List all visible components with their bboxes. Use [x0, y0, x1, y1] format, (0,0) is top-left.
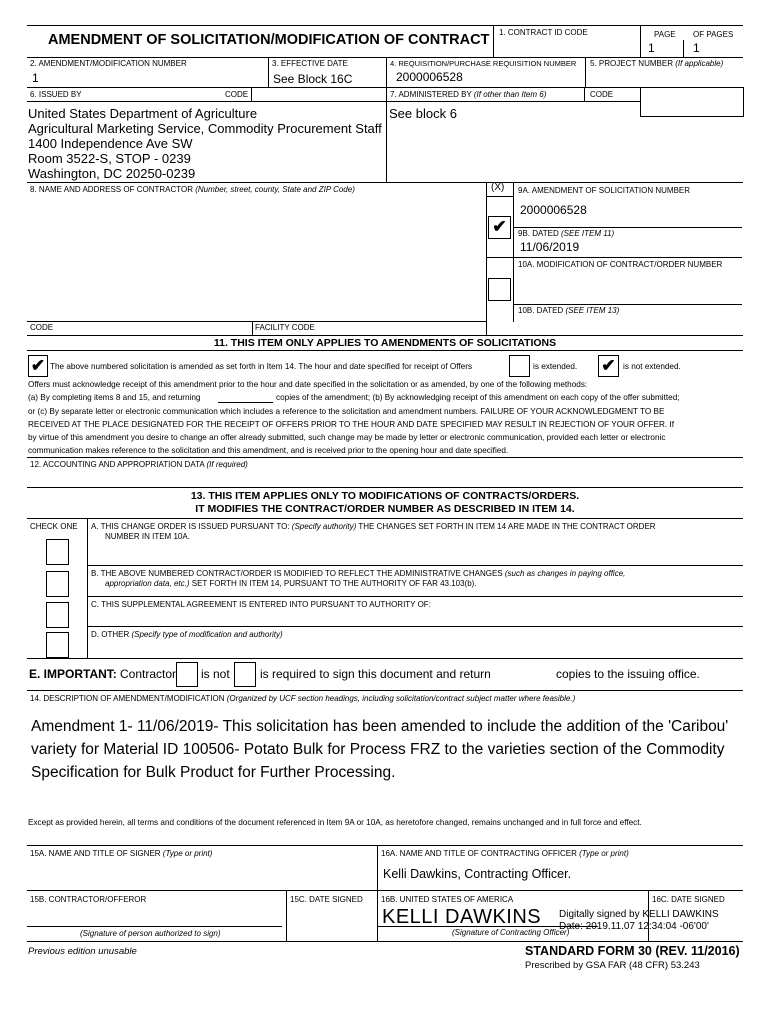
officer-name-value: Kelli Dawkins, Contracting Officer. [383, 867, 572, 881]
item-11-line-6: communication makes reference to the solicitation and this amendment, and is received prior to the opening hour and date specified. [28, 446, 509, 455]
form-number: STANDARD FORM 30 (REV. 11/2016) [525, 944, 740, 958]
amendment-number-label: 2. AMENDMENT/MODIFICATION NUMBER [30, 59, 187, 68]
important-is-not: is not [201, 667, 230, 681]
accounting-label: 12. ACCOUNTING AND APPROPRIATION DATA (If required) [30, 460, 248, 469]
item-13b-line-2: appropriation data, etc.) SET FORTH IN ITEM 14, PURSUANT TO THE AUTHORITY OF FAR 43.103(b). [105, 579, 477, 588]
item-11-line-5: by virtue of this amendment you desire to change an offer already submitted, such change may be made by letter or electronic communication, provided each letter or electronic [28, 433, 666, 442]
of-pages-label: OF PAGES [693, 30, 734, 39]
dated-9b-value: 11/06/2019 [520, 240, 580, 254]
contractor-code-label: CODE [30, 323, 54, 332]
effective-date-label: 3. EFFECTIVE DATE [272, 59, 348, 68]
is-extended-label: is extended. [533, 362, 578, 371]
date-signed-15c-label: 15C. DATE SIGNED [290, 895, 363, 904]
admin-code-label: CODE [590, 90, 614, 99]
item-11-line-4: RECEIVED AT THE PLACE DESIGNATED FOR THE RECEIPT OF OFFERS PRIOR TO THE HOUR AND DATE SPECIFIED MAY RESULT IN REJECTION OF YOUR OFFER. If [28, 420, 675, 429]
important-is-required: is required to sign this document and return [260, 667, 491, 681]
x-column-label: (X) [491, 182, 505, 193]
item-13-title-2: IT MODIFIES THE CONTRACT/ORDER NUMBER AS DESCRIBED IN ITEM 14. [195, 503, 575, 515]
issued-by-label: 6. ISSUED BY [30, 90, 82, 99]
item-13d-text: D. OTHER (Specify type of modification and authority) [91, 630, 283, 639]
important-contractor: Contractor [120, 667, 177, 681]
check-10-box[interactable] [488, 278, 511, 301]
item-11-line-2a: (a) By completing items 8 and 15, and returning [28, 393, 201, 402]
form-title: AMENDMENT OF SOLICITATION/MODIFICATION OF CONTRACT [48, 32, 490, 48]
requisition-number: 2000006528 [396, 70, 463, 84]
important-copies: copies to the issuing office. [556, 667, 700, 681]
item-11-line-2b: copies of the amendment; (b) By acknowledging receipt of this amendment on each copy of the offer submitted; [276, 393, 680, 402]
modification-number-label: 10A. MODIFICATION OF CONTRACT/ORDER NUMBER [518, 260, 723, 269]
project-number-label: 5. PROJECT NUMBER (If applicable) [590, 59, 724, 68]
item-13c-checkbox[interactable] [46, 602, 69, 628]
item-13c-text: C. THIS SUPPLEMENTAL AGREEMENT IS ENTERED INTO PURSUANT TO AUTHORITY OF: [91, 600, 431, 609]
signature-person-caption: (Signature of person authorized to sign) [80, 929, 221, 938]
prescribed-by: Prescribed by GSA FAR (48 CFR) 53.243 [525, 960, 700, 971]
is-extended-box[interactable] [509, 355, 530, 377]
except-statement: Except as provided herein, all terms and conditions of the document referenced in Item 9A or 10A, as heretofore changed, remains unchanged and in full force and effect. [28, 818, 642, 827]
officer-signature: KELLI DAWKINS [382, 906, 542, 928]
effective-date: See Block 16C [273, 72, 353, 86]
digital-signature-line-2: Date: 2019.11.07 12:34:04 -06'00' [559, 921, 709, 932]
digital-signature-line-1: Digitally signed by KELLI DAWKINS [559, 909, 719, 920]
administered-by-value: See block 6 [389, 106, 457, 121]
requisition-label: 4. REQUISITION/PURCHASE REQUISITION NUMBER [390, 59, 577, 68]
item-14-label: 14. DESCRIPTION OF AMENDMENT/MODIFICATION (Organized by UCF section headings, including solicitation/contract subject matter where feasible.) [30, 694, 576, 703]
signature-officer-caption: (Signature of Contracting Officer) [452, 928, 570, 937]
issued-by-address: United States Department of Agriculture Agricultural Marketing Service, Commodity Procurement Staff 1400 Independence Ave SW Room 3522-S, STOP - 0239 Washington, DC 20250-0239 [28, 106, 382, 181]
page-number: 1 [648, 41, 655, 55]
amendment-description: Amendment 1- 11/06/2019- This solicitation has been amended to include the addition of the 'Caribou' variety for Material ID 100506- Potato Bulk for Process FRZ to the varieties section of the Commodity Specification for Bulk Product for Further Processing. [31, 718, 729, 781]
item-11-text: The above numbered solicitation is amended as set forth in Item 14. The hour and date specified for receipt of Offers [50, 362, 473, 371]
amendment-solicitation-label: 9A. AMENDMENT OF SOLICITATION NUMBER [518, 186, 691, 195]
contract-id-label: 1. CONTRACT ID CODE [499, 28, 588, 37]
is-required-checkbox[interactable] [234, 662, 256, 687]
check-9-box[interactable]: ✔ [488, 216, 511, 239]
item-13b-text: B. THE ABOVE NUMBERED CONTRACT/ORDER IS MODIFIED TO REFLECT THE ADMINISTRATIVE CHANGES (such as changes in paying office, [91, 569, 626, 578]
item-13d-checkbox[interactable] [46, 632, 69, 658]
administered-by-label: 7. ADMINISTERED BY (If other than Item 6) [390, 90, 547, 99]
date-signed-16c-label: 16C. DATE SIGNED [652, 895, 725, 904]
facility-code-label: FACILITY CODE [255, 323, 315, 332]
issued-code-label: CODE [225, 90, 249, 99]
item-13-title-1: 13. THIS ITEM APPLIES ONLY TO MODIFICATIONS OF CONTRACTS/ORDERS. [190, 490, 580, 502]
item-13b-checkbox[interactable] [46, 571, 69, 597]
contractor-label: 8. NAME AND ADDRESS OF CONTRACTOR (Number, street, county, State and ZIP Code) [30, 185, 355, 194]
dated-9b-label: 9B. DATED (SEE ITEM 11) [518, 229, 615, 238]
signer-name-label: 15A. NAME AND TITLE OF SIGNER (Type or print) [30, 849, 213, 858]
item-11-line-1: Offers must acknowledge receipt of this amendment prior to the hour and date specified in the solicitation or as amended, by one of the following methods: [28, 380, 588, 389]
amendment-solicitation-number: 2000006528 [520, 203, 587, 217]
is-not-extended-checkbox[interactable]: ✔ [598, 355, 619, 377]
page-label: PAGE [654, 30, 676, 39]
officer-name-label: 16A. NAME AND TITLE OF CONTRACTING OFFICER (Type or print) [381, 849, 629, 858]
amendment-number: 1 [32, 71, 39, 85]
contractor-offeror-label: 15B. CONTRACTOR/OFFEROR [30, 895, 147, 904]
dated-10b-label: 10B. DATED (SEE ITEM 13) [518, 306, 620, 315]
of-pages-number: 1 [693, 41, 700, 55]
important-label: E. IMPORTANT: [29, 667, 117, 681]
previous-edition-note: Previous edition unusable [28, 946, 137, 957]
is-not-extended-label: is not extended. [623, 362, 681, 371]
check-one-label: CHECK ONE [30, 522, 78, 531]
item-11-title: 11. THIS ITEM ONLY APPLIES TO AMENDMENTS OF SOLICITATIONS [213, 337, 557, 349]
item-13a-checkbox[interactable] [46, 539, 69, 565]
is-not-checkbox[interactable] [176, 662, 198, 687]
item-11-line-3: or (c) By separate letter or electronic communication which includes a reference to the solicitation and amendment numbers. FAILURE OF YOUR ACKNOWLEDGMENT TO BE [28, 407, 665, 416]
item-13a-text: A. THIS CHANGE ORDER IS ISSUED PURSUANT TO: (Specify authority) THE CHANGES SET FORTH IN ITEM 14 ARE MADE IN THE CONTRACT ORDER [91, 522, 656, 531]
item-11-checkbox[interactable]: ✔ [28, 355, 48, 377]
united-states-label: 16B. UNITED STATES OF AMERICA [381, 895, 514, 904]
item-13a-line-2: NUMBER IN ITEM 10A. [105, 532, 190, 541]
